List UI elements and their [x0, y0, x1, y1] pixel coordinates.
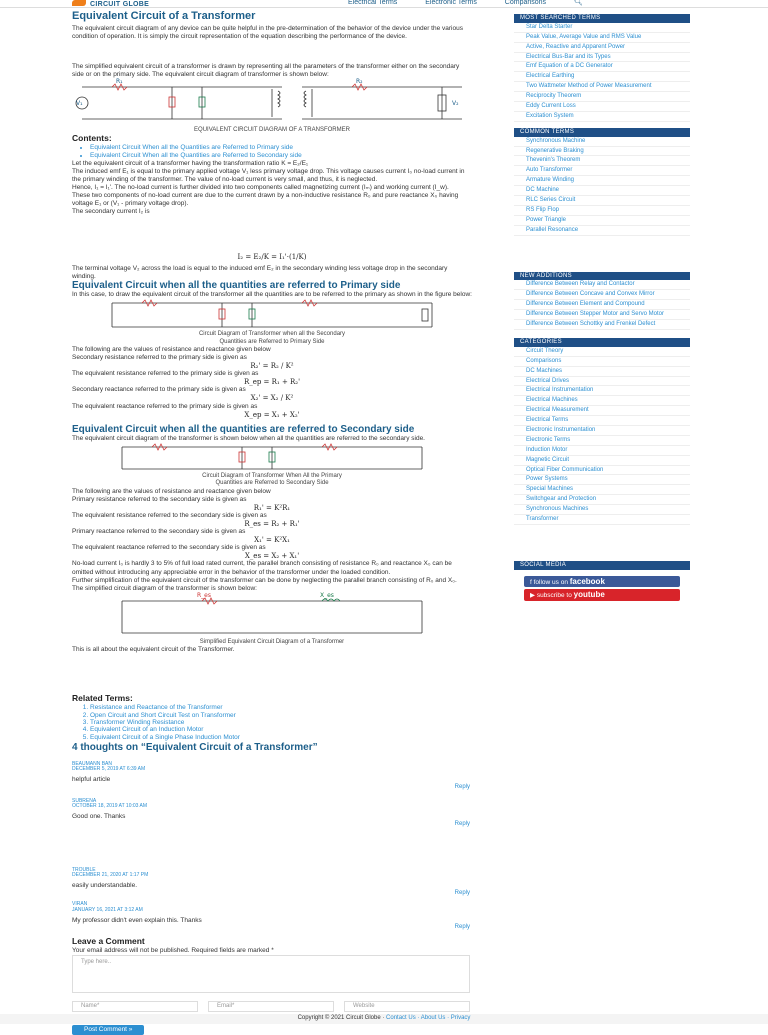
comment-textarea[interactable]: Type here..	[72, 955, 470, 993]
sidebar	[514, 14, 690, 607]
para-primary: In this case, to draw the equivalent circuit of the transformer all the quantities are to be referred to the primary as shown in the figure below:	[72, 291, 472, 299]
comment-author[interactable]: SUBRENA	[72, 797, 97, 804]
category-link[interactable]: Electronic Terms	[514, 436, 690, 446]
para-following: The following are the values of resistance and reactance given below	[72, 487, 271, 495]
svg-text:R_es: R_es	[197, 591, 211, 599]
sidebar-link[interactable]: Excitation System	[514, 112, 690, 122]
sidebar-link[interactable]: Eddy Current Loss	[514, 102, 690, 112]
para-eq-react-secondary: The equivalent reactance referred to the secondary side is given as	[72, 544, 266, 552]
facebook-button[interactable]: f follow us on facebook	[524, 576, 680, 587]
heading-secondary-side: Equivalent Circuit when all the quantities are referred to Secondary side	[72, 423, 415, 435]
comment-text: easily understandable.	[72, 882, 138, 890]
category-link[interactable]: Electrical Machines	[514, 396, 690, 406]
para-hence: Hence, I₁ = I₁'. The no-load current is further divided into two components called magnetizing current (Iₘ) and working current (I_w).	[72, 184, 449, 192]
figure-caption: Circuit Diagram of Transformer When All the Primary Quantities are Referred to Secondary Side	[202, 473, 342, 487]
para-ratio: Let the equivalent circuit of a transformer having the transformation ratio K = E₂/E₁	[72, 159, 309, 167]
simplified-circuit-diagram	[92, 593, 452, 639]
comment	[72, 868, 472, 897]
top-bar	[0, 0, 768, 8]
reply-link[interactable]: Reply	[454, 783, 470, 790]
sidebar-link[interactable]: Power Triangle	[514, 216, 690, 226]
sidebar-link[interactable]: Difference Between Relay and Contactor	[514, 280, 690, 290]
comment-text: Good one. Thanks	[72, 813, 126, 821]
related-link[interactable]: 2. Open Circuit and Short Circuit Test on Transformer	[90, 712, 472, 719]
comment	[72, 902, 472, 931]
social-media-heading: SOCIAL MEDIA	[514, 561, 690, 570]
formula-xep: X_ep = X₁ + X₂'	[244, 410, 300, 419]
category-link[interactable]: Electrical Instrumentation	[514, 386, 690, 396]
para-terminal: The terminal voltage V₂ across the load is equal to the induced emf E₂ in the secondary winding less voltage drop in the secondary winding.	[72, 264, 448, 280]
toc-item[interactable]: • Equivalent Circuit When all the Quantities are Referred to Secondary side	[90, 152, 472, 160]
sidebar-link[interactable]: Star Delta Starter	[514, 23, 690, 33]
category-link[interactable]: Special Machines	[514, 485, 690, 495]
new-additions-heading: NEW ADDITIONS	[514, 272, 690, 281]
new-additions-list	[514, 280, 690, 329]
category-link[interactable]: Induction Motor	[514, 446, 690, 456]
email-field[interactable]: Email*	[208, 1001, 334, 1012]
figure-caption: Circuit Diagram of Transformer when all the Secondary Quantities are Referred to Primary Side	[198, 331, 346, 345]
sidebar-link[interactable]: Synchronous Machine	[514, 137, 690, 147]
formula-r1-prime: R₁' = K²R₁	[253, 503, 291, 512]
common-terms-list	[514, 137, 690, 236]
comment-author[interactable]: VIRAN	[72, 901, 88, 908]
sidebar-link[interactable]: Difference Between Stepper Motor and Servo Motor	[514, 310, 690, 320]
most-searched-heading: MOST SEARCHED TERMS	[514, 14, 690, 23]
category-link[interactable]: Electrical Measurement	[514, 406, 690, 416]
sidebar-link[interactable]: RS Flip Flop	[514, 206, 690, 216]
sidebar-link[interactable]: Two Wattmeter Method of Power Measurement	[514, 82, 690, 92]
nav-electronic-terms[interactable]: Electronic Terms	[425, 0, 477, 6]
category-link[interactable]: Synchronous Machines	[514, 505, 690, 515]
comment-date[interactable]: JANUARY 16, 2021 AT 3:12 AM	[72, 906, 143, 913]
top-nav	[348, 0, 609, 7]
youtube-button[interactable]: ▶ subscribe to youtube	[524, 589, 680, 600]
comment-text: helpful article	[72, 776, 111, 784]
sidebar-link[interactable]: Parallel Resonance	[514, 226, 690, 236]
sidebar-link[interactable]: Auto Transformer	[514, 166, 690, 176]
related-link[interactable]: 3. Transformer Winding Resistance	[90, 719, 472, 726]
nav-comparisons[interactable]: Comparisons	[504, 0, 547, 6]
formula-xes: X_es = X₂ + X₁'	[244, 552, 300, 561]
categories-heading: CATEGORIES	[514, 338, 690, 347]
reply-link[interactable]: Reply	[454, 820, 470, 827]
footer: Copyright © 2021 Circuit Globe · Contact Us · About Us · Privacy	[0, 1014, 768, 1024]
para-components: These two components of no-load current are due to the current drawn by a non-inductive resistance R₀ and pure reactance X₀ having voltage E₁ or (V₁ - primary voltage drop).	[72, 192, 459, 208]
svg-text:V₂: V₂	[452, 100, 459, 108]
formula-x2-prime: X₂' = X₂ / K²	[250, 394, 294, 403]
nav-electrical-terms[interactable]: Electrical Terms	[348, 0, 398, 6]
para-simplified: The simplified circuit diagram of the transformer is shown below:	[72, 584, 257, 592]
category-link[interactable]: Electrical Terms	[514, 416, 690, 426]
footer-links[interactable]: Contact Us · About Us · Privacy	[386, 1015, 471, 1021]
leave-comment-title: Leave a Comment	[72, 936, 145, 947]
comment-date[interactable]: OCTOBER 18, 2019 AT 10:03 AM	[72, 803, 148, 810]
para-secondary-current: The secondary current I₂ is	[72, 208, 150, 216]
primary-referred-circuit-diagram	[102, 299, 442, 331]
formula-i2: I₂ = E₂/K = I₁'·(1/K)	[237, 252, 307, 261]
equivalent-circuit-diagram	[72, 79, 472, 127]
para-eq-res: The equivalent resistance referred to the primary side is given as	[72, 370, 259, 378]
sidebar-link[interactable]: Peak Value, Average Value and RMS Value	[514, 33, 690, 43]
category-link[interactable]: Electronic Instrumentation	[514, 426, 690, 436]
youtube-icon: ▶	[530, 592, 535, 600]
article	[72, 10, 472, 1035]
sidebar-link[interactable]: Difference Between Schottky and Frenkel Defect	[514, 320, 690, 330]
para-pri-react: Primary reactance referred to the secondary side is given as	[72, 528, 246, 536]
logo-icon	[72, 0, 86, 6]
form-note: Your email address will not be published. Required fields are marked *	[72, 947, 274, 955]
formula-rep: R_ep = R₁ + R₂'	[243, 378, 301, 387]
categories-list	[514, 347, 690, 525]
comment	[72, 762, 472, 791]
sidebar-link[interactable]: DC Machine	[514, 186, 690, 196]
formula-x1-prime: X₁' = K²X₁	[254, 536, 290, 545]
sidebar-link[interactable]: Difference Between Element and Compound	[514, 300, 690, 310]
site-logo[interactable]: CIRCUIT GLOBE	[72, 0, 149, 9]
sidebar-link[interactable]: Emf Equation of a DC Generator	[514, 62, 690, 72]
category-link[interactable]: Switchgear and Protection	[514, 495, 690, 505]
figure-caption: Simplified Equivalent Circuit Diagram of a Transformer	[199, 638, 345, 645]
svg-text:V₁: V₁	[76, 100, 83, 108]
comment	[72, 799, 472, 828]
para-eq-react: The equivalent reactance referred to the primary side is given as	[72, 402, 258, 410]
category-link[interactable]: Electrical Drives	[514, 377, 690, 387]
sidebar-link[interactable]: RLC Series Circuit	[514, 196, 690, 206]
name-field[interactable]: Name*	[72, 1001, 198, 1012]
comment-date[interactable]: DECEMBER 21, 2020 AT 1:17 PM	[72, 871, 149, 878]
para-noload: No-load current I₀ is hardly 3 to 5% of full load rated current, the parallel branch consisting of resistance R₀ and reactance X₀ can be omitted without introducing any appreciable error in the behavior of the transformer under the loaded condition.	[72, 560, 452, 576]
intro-paragraph: The equivalent circuit diagram of any device can be quite helpful in the pre-determination of the behavior of the device under the various condition of operation. It is simply the circuit representation of the equation describing the performance of the device.	[72, 24, 463, 40]
post-comment-button[interactable]: Post Comment »	[72, 1025, 144, 1034]
sidebar-link[interactable]: Armature Winding	[514, 176, 690, 186]
related-list	[84, 704, 472, 741]
comment-date[interactable]: DECEMBER 5, 2019 AT 6:39 AM	[72, 766, 146, 773]
reply-link[interactable]: Reply	[454, 889, 470, 896]
search-icon[interactable]: 🔍︎	[574, 0, 583, 6]
comment-author[interactable]: TROUBLE	[72, 866, 96, 873]
para-sec-react: Secondary reactance referred to the primary side is given as	[72, 386, 246, 394]
sidebar-link[interactable]: Electrical Bus-Bar and its Types	[514, 53, 690, 63]
related-link[interactable]: 5. Equivalent Circuit of a Single Phase Induction Motor	[90, 734, 472, 741]
category-link[interactable]: Optical Fiber Communication	[514, 466, 690, 476]
formula-res: R_es = R₂ + R₁'	[244, 520, 300, 529]
toc-item[interactable]: • Equivalent Circuit When all the Quantities are Referred to Primary side	[90, 144, 472, 152]
para-end: This is all about the equivalent circuit of the Transformer.	[72, 646, 235, 654]
para-further: Further simplification of the equivalent circuit of the transformer can be done by neglecting the parallel branch consisting of R₀ and X₀.	[72, 576, 457, 584]
related-link[interactable]: 4. Equivalent Circuit of an Induction Motor	[90, 726, 472, 733]
formula-r2-prime: R₂' = R₂ / K²	[250, 362, 294, 371]
svg-text:R₂: R₂	[356, 78, 363, 86]
heading-primary-side: Equivalent Circuit when all the quantities are referred to Primary side	[72, 279, 401, 291]
category-link[interactable]: Transformer	[514, 515, 690, 525]
form-inputs	[72, 1001, 472, 1012]
para-emf: The induced emf E₁ is equal to the primary applied voltage V₁ less primary voltage drop. This voltage causes current I₀ no-load current in the primary winding of the transformer. The value of no-load current is very small, and thus, it is neglected.	[72, 167, 465, 183]
social-buttons	[514, 570, 690, 607]
comments-title: 4 thoughts on “Equivalent Circuit of a Transformer”	[72, 742, 318, 754]
copyright: Copyright © 2021 Circuit Globe	[297, 1015, 381, 1021]
related-link[interactable]: 1. Resistance and Reactance of the Transformer	[90, 704, 472, 711]
para-simplified-intro: The simplified equivalent circuit of a transformer is drawn by representing all the parameters of the transformer either on the secondary side or on the primary side. The equivalent circuit diagram of transformer is shown below:	[72, 62, 460, 79]
sidebar-link[interactable]: Electrical Earthing	[514, 72, 690, 82]
category-link[interactable]: Power Systems	[514, 475, 690, 485]
website-field[interactable]: Website	[344, 1001, 470, 1012]
category-link[interactable]: Circuit Theory	[514, 347, 690, 357]
secondary-referred-circuit-diagram	[112, 443, 432, 473]
sidebar-link[interactable]: Thevenin's Theorem	[514, 156, 690, 166]
para-pri-res: Primary resistance referred to the secondary side is given as	[72, 495, 247, 503]
comment-author[interactable]: BEAUMANN BAN	[72, 760, 113, 767]
para-eq-res-secondary: The equivalent resistance referred to the secondary side is given as	[72, 511, 267, 519]
sidebar-link[interactable]: Regenerative Braking	[514, 147, 690, 157]
svg-text:X_es: X_es	[320, 591, 334, 599]
comment-text: My professor didn't even explain this. Thanks	[72, 916, 202, 924]
page-title: Equivalent Circuit of a Transformer	[72, 10, 256, 22]
para-secondary-intro: The equivalent circuit diagram of the transformer is shown below when all the quantities are referred to the secondary side.	[72, 435, 425, 443]
reply-link[interactable]: Reply	[454, 924, 470, 931]
related-title: Related Terms:	[72, 693, 133, 704]
para-following: The following are the values of resistance and reactance given below	[72, 345, 271, 353]
common-terms-heading: COMMON TERMS	[514, 128, 690, 137]
table-of-contents	[90, 144, 472, 160]
contents-label: Contents:	[72, 133, 112, 144]
category-link[interactable]: Magnetic Circuit	[514, 456, 690, 466]
figure-caption: EQUIVALENT CIRCUIT DIAGRAM OF A TRANSFORMER	[194, 127, 350, 134]
sidebar-link[interactable]: Difference Between Concave and Convex Mirror	[514, 290, 690, 300]
sidebar-link[interactable]: Reciprocity Theorem	[514, 92, 690, 102]
facebook-icon: f	[530, 578, 532, 586]
category-link[interactable]: Comparisons	[514, 357, 690, 367]
svg-text:R₁: R₁	[116, 78, 123, 86]
sidebar-link[interactable]: Active, Reactive and Apparent Power	[514, 43, 690, 53]
category-link[interactable]: DC Machines	[514, 367, 690, 377]
most-searched-list	[514, 23, 690, 122]
para-sec-res: Secondary resistance referred to the primary side is given as	[72, 353, 247, 361]
